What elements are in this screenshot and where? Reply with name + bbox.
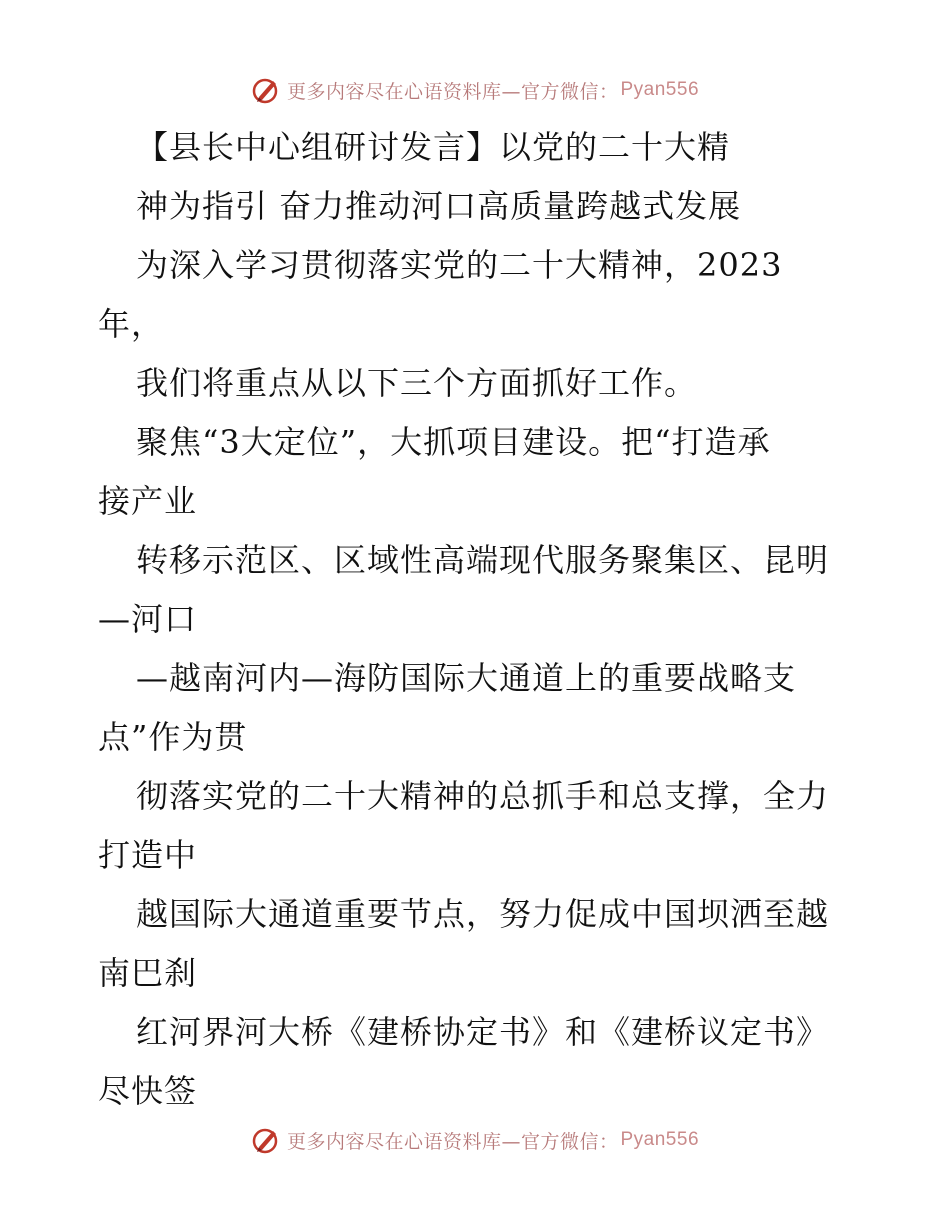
document-line: 【县长中心组研讨发言】以党的二十大精 — [136, 128, 731, 166]
watermark-text: 更多内容尽在心语资料库—官方微信： — [286, 80, 619, 103]
pen-logo-icon — [251, 1125, 281, 1155]
watermark-handle: Pyan556 — [620, 79, 700, 100]
document-line: 越国际大通道重要节点，努力促成中国坝洒至越 — [136, 895, 830, 933]
document-line: 南巴刹 — [98, 954, 198, 992]
document-line: 点”作为贯 — [98, 718, 248, 756]
watermark-header — [0, 70, 950, 110]
document-line: 年， — [98, 305, 165, 343]
watermark-handle: Pyan556 — [620, 1129, 700, 1150]
document-line: 尽快签 — [98, 1072, 198, 1110]
document-line: 红河界河大桥《建桥协定书》和《建桥议定书》 — [136, 1013, 830, 1051]
pen-logo-icon — [251, 75, 281, 105]
document-line: —河口 — [98, 600, 198, 638]
document-line: —越南河内—海防国际大通道上的重要战略支 — [136, 659, 797, 697]
document-line: 彻落实党的二十大精神的总抓手和总支撑，全力 — [136, 777, 830, 815]
document-line: 聚焦“3大定位”，大抓项目建设。把“打造承 — [136, 423, 771, 461]
document-line: 神为指引 奋力推动河口高质量跨越式发展 — [136, 187, 742, 225]
document-body — [98, 118, 858, 1121]
document-line: 为深入学习贯彻落实党的二十大精神，2023 — [136, 246, 783, 284]
document-line: 转移示范区、区域性高端现代服务聚集区、昆明 — [136, 541, 830, 579]
document-line: 接产业 — [98, 482, 198, 520]
document-line: 我们将重点从以下三个方面抓好工作。 — [136, 364, 698, 402]
watermark-footer — [0, 1120, 950, 1160]
document-line: 打造中 — [98, 836, 198, 874]
watermark-text: 更多内容尽在心语资料库—官方微信： — [286, 1130, 619, 1153]
